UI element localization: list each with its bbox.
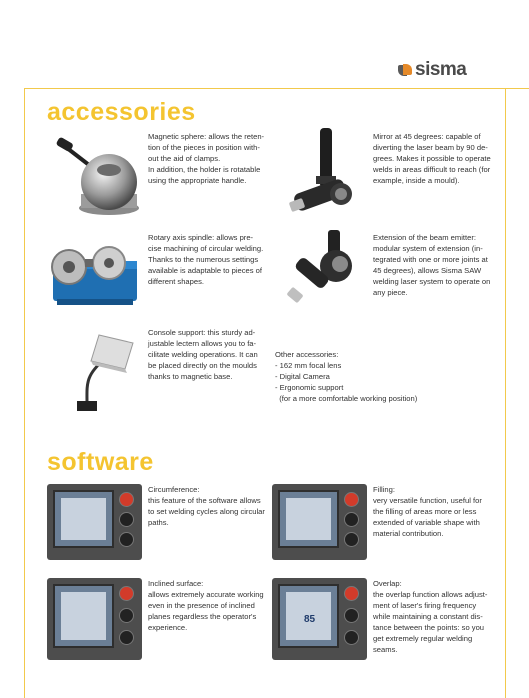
other-accessories-list: Other accessories: - 162 mm focal lens - Digital Camera - Ergonomic support (for a more comfortable working position) [275, 350, 418, 403]
brand-name: sisma [415, 59, 467, 80]
overlap-screen-image [272, 578, 367, 660]
circumference-description: Circumference: this feature of the software allows to set welding cycles along circular paths. [148, 485, 265, 527]
frame-line-right [505, 88, 506, 698]
beam-extension-description: Extension of the beam emitter: modular system of extension (in- tegrated with one or more joints at 45 degrees), allows Sisma SAW welding laser system to operate on any piece. [373, 233, 491, 297]
mirror-45-image [284, 128, 364, 218]
filling-screen-image [272, 484, 367, 560]
sisma-logo-icon [398, 63, 412, 77]
magnetic-sphere-image [47, 130, 142, 220]
overlap-description: Overlap: the overlap function allows adjust- ment of laser's firing frequency while maintaining a constant dis- tance between the points: so you get extremely regular welding seams. [373, 579, 488, 654]
magnetic-sphere-description: Magnetic sphere: allows the reten- tion of the pieces in position with- out the aid of clamps. In addition, the holder is rotatable using the appropriate handle. [148, 132, 265, 185]
overlap-screen-value: 85 [304, 614, 316, 625]
console-support-image [47, 325, 142, 413]
brand-logo [398, 60, 466, 79]
console-support-description: Console support: this sturdy ad- justable lectern allows you to fa- cilitate welding operations. It can be placed directly on the moulds thanks to magnetic base. [148, 328, 258, 381]
filling-description: Filling: very versatile function, useful for the filling of areas more or less extended of variable shape with material contribution. [373, 485, 482, 538]
accessories-heading: accessories [47, 98, 196, 126]
mirror-45-description: Mirror at 45 degrees: capable of diverting the laser beam by 90 de- grees. Makes it possible to operate welds in areas difficult to reach (for example, inside a mould). [373, 132, 491, 185]
software-heading: software [47, 448, 154, 476]
frame-line-top [24, 88, 529, 89]
rotary-axis-spindle-image [47, 233, 142, 311]
circumference-screen-image [47, 484, 142, 560]
inclined-surface-screen-image [47, 578, 142, 660]
rotary-axis-spindle-description: Rotary axis spindle: allows pre- cise machining of circular welding. Thanks to the numerous settings available is adaptable to pieces of different shapes. [148, 233, 264, 286]
beam-extension-image [284, 230, 366, 308]
inclined-surface-description: Inclined surface: allows extremely accurate working even in the presence of inclined planes regardless the operator's experience. [148, 579, 264, 632]
frame-line-left [24, 88, 25, 698]
